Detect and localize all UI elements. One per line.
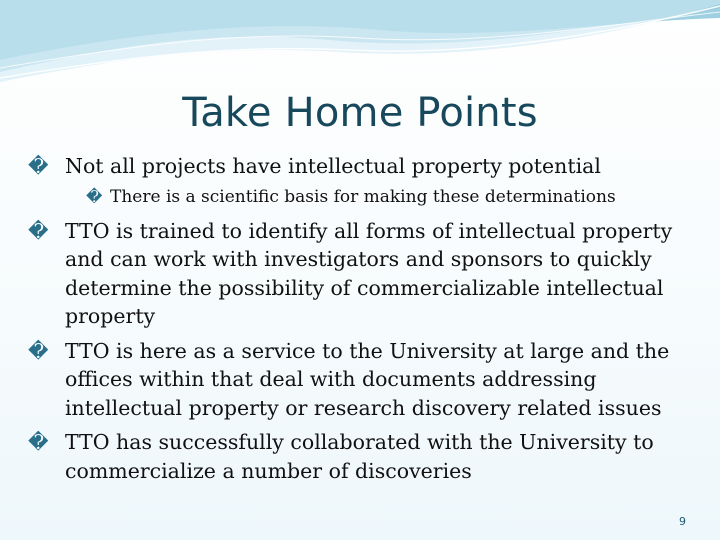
bullet-marker-icon: �: [28, 218, 49, 243]
bullet-text: TTO is trained to identify all forms of intellectual property and can work with investigators and sponsors to quickly determine the possibility of commercializable intellectual property: [65, 218, 673, 328]
bullet-text: Not all projects have intellectual property potential: [65, 154, 601, 178]
bullet-marker-icon: �: [28, 430, 49, 454]
bullet-item: [28, 337, 698, 423]
sub-bullet-text: There is a scientific basis for making these determinations: [110, 186, 616, 207]
slide-number: 9: [679, 515, 686, 528]
bullet-item: [28, 152, 698, 181]
wave-band-light: [0, 0, 720, 82]
sub-bullet-marker-icon: �: [86, 186, 103, 206]
slide-title: Take Home Points: [182, 90, 538, 136]
bullet-marker-icon: �: [28, 154, 49, 178]
bullet-item: [28, 217, 698, 331]
bullet-marker-icon: �: [28, 338, 49, 363]
bullet-text: TTO has successfully collaborated with the University to commercialize a number of discoveries: [65, 430, 654, 483]
bullet-list: [28, 152, 698, 491]
sub-bullet-item: [28, 185, 698, 209]
bullet-item: [28, 428, 698, 485]
bullet-text: TTO is here as a service to the University at large and the offices within that deal with documents addressing intellectual property or research discovery related issues: [65, 338, 670, 420]
header-wave-decoration: [0, 0, 720, 90]
